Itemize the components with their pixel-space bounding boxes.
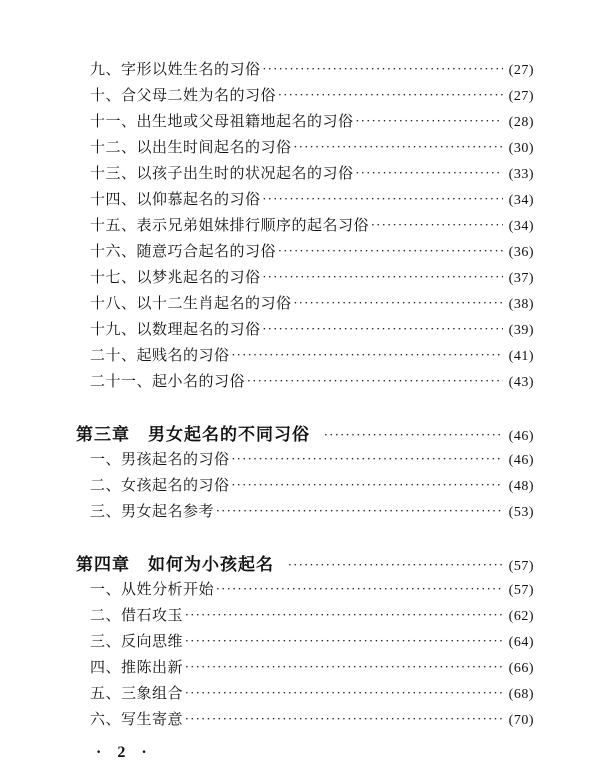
toc-entry-title: 十八、以十二生肖起名的习俗 — [90, 294, 292, 312]
dot-leader — [232, 478, 503, 492]
toc-entry-title: 二、女孩起名的习俗 — [90, 476, 230, 494]
dot-leader — [371, 218, 503, 232]
dot-leader — [278, 244, 503, 258]
toc-entry-page: (28) — [508, 115, 534, 130]
toc-entry-page: (38) — [508, 297, 534, 312]
toc-entry-page: (37) — [508, 271, 534, 286]
toc-entry[interactable] — [90, 266, 534, 287]
chapter-3-page: (46) — [508, 429, 534, 444]
toc-entry-page: (27) — [508, 89, 534, 104]
toc-entry-title: 十、合父母二姓为名的习俗 — [90, 86, 277, 104]
dot-leader — [294, 296, 503, 310]
dot-leader — [263, 62, 503, 76]
toc-entry-page: (33) — [508, 167, 534, 182]
toc-entry-page: (68) — [508, 687, 534, 702]
chapter-3-label: 第三章 — [76, 425, 130, 445]
toc-entry[interactable] — [90, 500, 534, 521]
toc-entry-title: 六、写生寄意 — [90, 710, 184, 728]
toc-entry[interactable] — [90, 292, 534, 313]
toc-entry[interactable] — [90, 578, 534, 599]
toc-entry[interactable] — [90, 708, 534, 729]
toc-entry-title: 十九、以数理起名的习俗 — [90, 320, 261, 338]
toc-entry[interactable] — [90, 682, 534, 703]
dot-leader — [185, 686, 503, 700]
chapter-4-page: (57) — [508, 559, 534, 574]
toc-entry-title: 二十、起贱名的习俗 — [90, 346, 230, 364]
toc-entry-page: (57) — [508, 583, 534, 598]
toc-entry-title: 十四、以仰慕起名的习俗 — [90, 190, 261, 208]
toc-entry[interactable] — [90, 318, 534, 339]
dot-leader — [185, 634, 503, 648]
toc-entry-title: 五、三象组合 — [90, 684, 184, 702]
toc-entry-page: (53) — [508, 505, 534, 520]
toc-entry-page: (62) — [508, 609, 534, 624]
dot-leader — [288, 558, 503, 572]
toc-entry-page: (66) — [508, 661, 534, 676]
toc-entry-title: 三、反向思维 — [90, 632, 184, 650]
dot-leader — [278, 88, 503, 102]
toc-entry-title: 四、推陈出新 — [90, 658, 184, 676]
dot-leader — [356, 166, 503, 180]
toc-entry[interactable] — [90, 448, 534, 469]
dot-leader — [356, 114, 503, 128]
chapter-3-title: 男女起名的不同习俗 — [148, 425, 310, 445]
toc-entry[interactable] — [90, 84, 534, 105]
toc-entry[interactable] — [90, 656, 534, 677]
toc-entry-title: 三、男女起名参考 — [90, 502, 215, 520]
dot-leader — [294, 140, 503, 154]
toc-entry-title: 十一、出生地或父母祖籍地起名的习俗 — [90, 112, 354, 130]
toc-entry[interactable] — [90, 58, 534, 79]
toc-entry-title: 一、男孩起名的习俗 — [90, 450, 230, 468]
dot-leader — [263, 270, 503, 284]
toc-entry-title: 十六、随意巧合起名的习俗 — [90, 242, 277, 260]
dot-leader — [185, 660, 503, 674]
toc-entry-title: 二十一、起小名的习俗 — [90, 372, 246, 390]
toc-entry-page: (48) — [508, 479, 534, 494]
toc-entry-title: 十五、表示兄弟姐妹排行顺序的起名习俗 — [90, 216, 370, 234]
toc-entry-title: 十二、以出生时间起名的习俗 — [90, 138, 292, 156]
toc-entry[interactable] — [90, 136, 534, 157]
dot-leader — [232, 348, 503, 362]
dot-leader — [232, 452, 503, 466]
toc-entry-title: 二、借石攻玉 — [90, 606, 184, 624]
dot-leader — [247, 374, 503, 388]
toc-entry-page: (34) — [508, 193, 534, 208]
toc-entry-page: (27) — [508, 63, 534, 78]
page-number: · 2 · — [96, 744, 153, 761]
chapter-3-heading[interactable] — [76, 420, 534, 445]
dot-leader — [263, 192, 503, 206]
toc-entry[interactable] — [90, 214, 534, 235]
toc-entry-page: (30) — [508, 141, 534, 156]
toc-entry-page: (70) — [508, 713, 534, 728]
toc-entry[interactable] — [90, 474, 534, 495]
toc-entry[interactable] — [90, 110, 534, 131]
toc-entry-page: (41) — [508, 349, 534, 364]
chapter-4-heading[interactable] — [76, 550, 534, 575]
dot-leader — [263, 322, 503, 336]
toc-entry-title: 十三、以孩子出生时的状况起名的习俗 — [90, 164, 354, 182]
chapter-4-label: 第四章 — [76, 555, 130, 575]
toc-entry-title: 一、从姓分析开始 — [90, 580, 215, 598]
toc-entry[interactable] — [90, 604, 534, 625]
toc-entry[interactable] — [90, 188, 534, 209]
toc-entry[interactable] — [90, 630, 534, 651]
toc-entry[interactable] — [90, 370, 534, 391]
toc-entry-page: (43) — [508, 375, 534, 390]
dot-leader — [185, 712, 503, 726]
toc-entry[interactable] — [90, 344, 534, 365]
toc-entry-page: (36) — [508, 245, 534, 260]
dot-leader — [185, 608, 503, 622]
toc-entry[interactable] — [90, 162, 534, 183]
toc-entry[interactable] — [90, 240, 534, 261]
toc-entry-page: (39) — [508, 323, 534, 338]
toc-entry-title: 十七、以梦兆起名的习俗 — [90, 268, 261, 286]
toc-entry-title: 九、字形以姓生名的习俗 — [90, 60, 261, 78]
toc-entry-page: (64) — [508, 635, 534, 650]
chapter-4-title: 如何为小孩起名 — [148, 555, 274, 575]
dot-leader — [324, 428, 503, 442]
dot-leader — [216, 582, 503, 596]
toc-entry-page: (46) — [508, 453, 534, 468]
toc-entry-page: (34) — [508, 219, 534, 234]
dot-leader — [216, 504, 503, 518]
